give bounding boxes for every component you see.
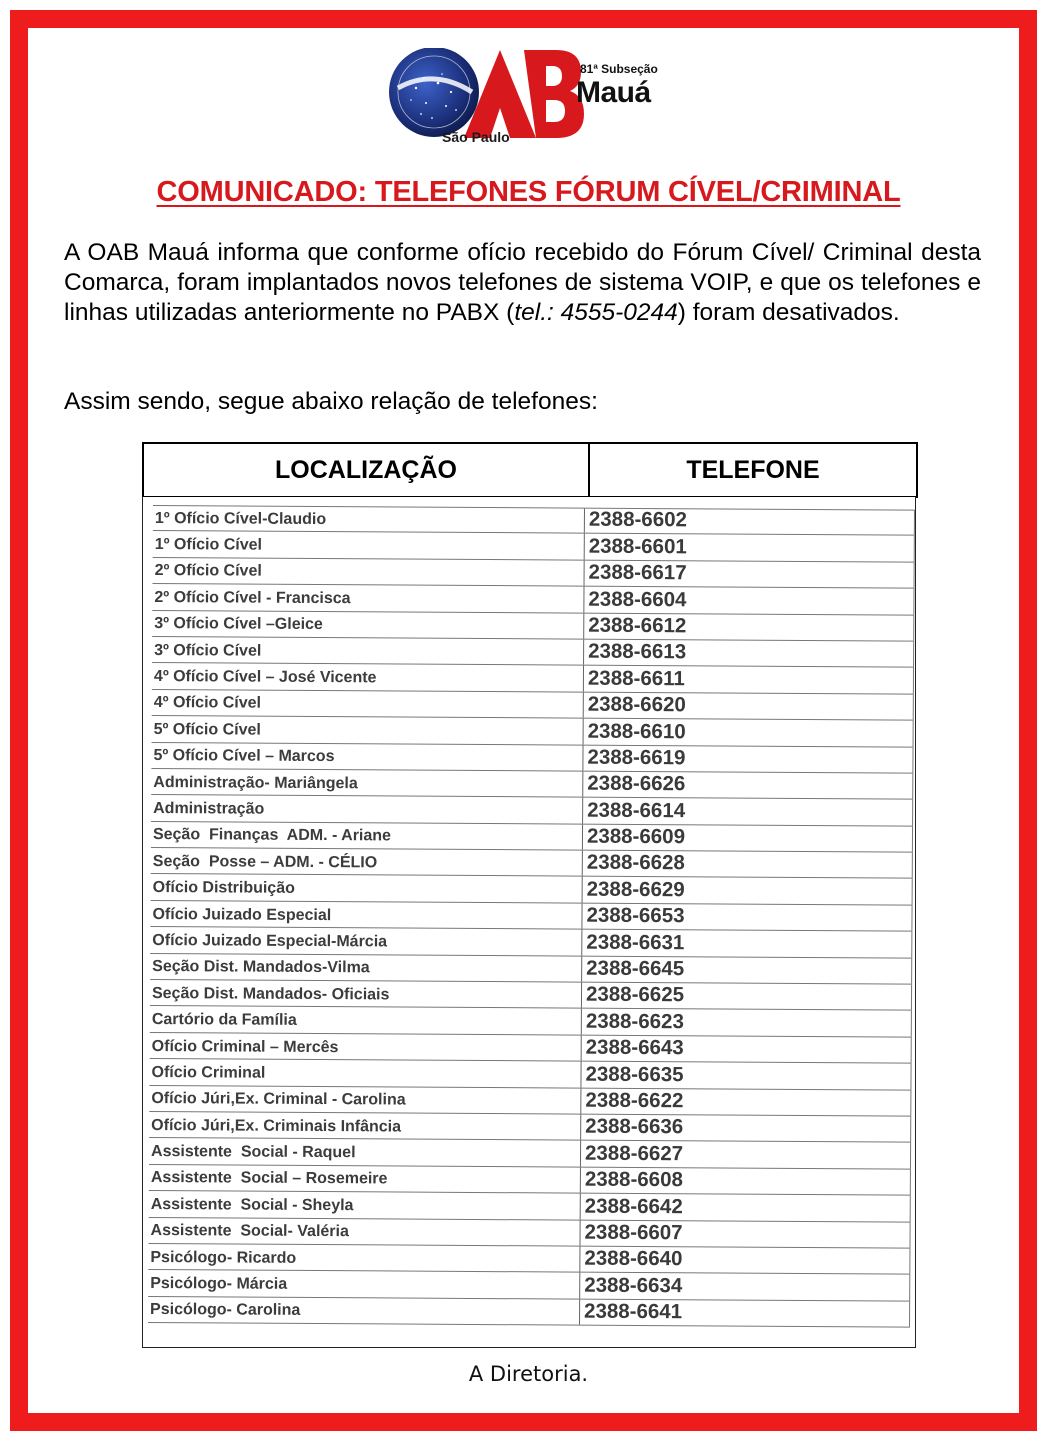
- row-location: Administração- Mariângela: [151, 769, 583, 797]
- row-phone: 2388-6625: [582, 983, 912, 1010]
- row-location: Seção Posse – ADM. - CÉLIO: [151, 848, 583, 876]
- row-phone: 2388-6631: [582, 930, 912, 957]
- row-phone: 2388-6636: [581, 1115, 911, 1142]
- logo-city: Mauá: [576, 76, 651, 109]
- phone-table-body: [142, 497, 916, 1348]
- row-phone: 2388-6612: [584, 613, 914, 640]
- intro-text-after: ) foram desativados.: [677, 299, 900, 326]
- row-phone: 2388-6620: [584, 692, 914, 719]
- intro-list-lead: Assim sendo, segue abaixo relação de telefones:: [64, 388, 598, 415]
- row-phone: 2388-6642: [581, 1194, 911, 1221]
- row-phone: 2388-6602: [585, 509, 915, 535]
- row-phone: 2388-6622: [581, 1088, 911, 1115]
- row-location: 5º Ofício Cível: [152, 716, 584, 744]
- row-location: 4º Ofício Cível – José Vicente: [152, 663, 584, 691]
- phone-table-rows: [148, 505, 915, 1328]
- header-location: LOCALIZAÇÃO: [144, 444, 590, 496]
- row-location: 5º Ofício Cível – Marcos: [151, 743, 583, 771]
- row-phone: 2388-6623: [582, 1009, 912, 1036]
- row-phone: 2388-6626: [583, 772, 913, 799]
- row-location: Ofício Distribuição: [151, 874, 583, 902]
- row-location: Psicólogo- Carolina: [148, 1297, 580, 1325]
- row-location: Psicólogo- Ricardo: [148, 1244, 580, 1272]
- row-phone: 2388-6617: [585, 560, 915, 587]
- row-phone: 2388-6611: [584, 666, 914, 693]
- row-phone: 2388-6635: [581, 1062, 911, 1089]
- row-phone: 2388-6608: [581, 1167, 911, 1194]
- row-phone: 2388-6613: [584, 640, 914, 667]
- footer-signature: A Diretoria.: [468, 1362, 589, 1386]
- row-location: Assistente Social - Raquel: [149, 1138, 581, 1166]
- row-phone: 2388-6614: [583, 798, 913, 825]
- row-phone: 2388-6643: [582, 1035, 912, 1062]
- row-location: 2º Ofício Cível - Francisca: [152, 584, 584, 612]
- row-phone: 2388-6627: [581, 1141, 911, 1168]
- row-location: Ofício Júri,Ex. Criminais Infância: [149, 1112, 581, 1140]
- row-phone: 2388-6610: [584, 719, 914, 746]
- row-location: Ofício Criminal – Mercês: [150, 1033, 582, 1061]
- oab-logo: [386, 48, 686, 148]
- intro-text-before: A OAB Mauá informa que conforme ofício recebido do Fórum Cível/ Criminal desta Comarca, foram implantados novos telefones de sistema VOIP, e que os telefones e linhas utilizadas anteriormente no PABX (: [64, 239, 981, 326]
- row-phone: 2388-6653: [582, 903, 912, 930]
- row-location: Cartório da Família: [150, 1006, 582, 1034]
- row-location: Ofício Criminal: [149, 1059, 581, 1087]
- row-location: Ofício Juizado Especial-Márcia: [150, 927, 582, 955]
- row-location: Ofício Júri,Ex. Criminal - Carolina: [149, 1086, 581, 1114]
- row-location: Ofício Juizado Especial: [150, 901, 582, 929]
- row-location: Assistente Social- Valéria: [148, 1218, 580, 1246]
- table-row: [148, 1297, 910, 1328]
- row-location: Seção Dist. Mandados-Vilma: [150, 954, 582, 982]
- row-phone: 2388-6634: [580, 1273, 910, 1300]
- header-phone: TELEFONE: [686, 455, 820, 484]
- table-header: [142, 442, 918, 498]
- page-title: COMUNICADO: TELEFONES FÓRUM CÍVEL/CRIMINAL: [156, 176, 901, 208]
- row-phone: 2388-6601: [585, 534, 915, 561]
- row-location: 3º Ofício Cível: [152, 637, 584, 665]
- logo-subsection: 81ª Subseção: [580, 62, 658, 76]
- row-phone: 2388-6645: [582, 956, 912, 983]
- row-phone: 2388-6640: [580, 1247, 910, 1274]
- row-location: 1º Ofício Cível-Claudio: [153, 506, 585, 533]
- row-phone: 2388-6604: [584, 587, 914, 614]
- row-location: Assistente Social - Sheyla: [149, 1191, 581, 1219]
- old-phone-number: tel.: 4555-0244: [514, 299, 678, 326]
- row-phone: 2388-6619: [583, 745, 913, 772]
- row-location: 1º Ofício Cível: [153, 531, 585, 559]
- row-location: Seção Finanças ADM. - Ariane: [151, 822, 583, 850]
- row-phone: 2388-6641: [580, 1299, 910, 1326]
- row-location: Seção Dist. Mandados- Oficiais: [150, 980, 582, 1008]
- row-phone: 2388-6628: [583, 851, 913, 878]
- row-location: Psicólogo- Márcia: [148, 1270, 580, 1298]
- row-phone: 2388-6609: [583, 824, 913, 851]
- row-phone: 2388-6607: [580, 1220, 910, 1247]
- row-location: 3º Ofício Cível –Gleice: [152, 611, 584, 639]
- row-location: Administração: [151, 795, 583, 823]
- logo-state: São Paulo: [442, 129, 510, 145]
- row-location: 2º Ofício Cível: [153, 558, 585, 586]
- row-location: Assistente Social – Rosemeire: [149, 1165, 581, 1193]
- row-location: 4º Ofício Cível: [152, 690, 584, 718]
- intro-paragraph: [64, 238, 981, 328]
- row-phone: 2388-6629: [583, 877, 913, 904]
